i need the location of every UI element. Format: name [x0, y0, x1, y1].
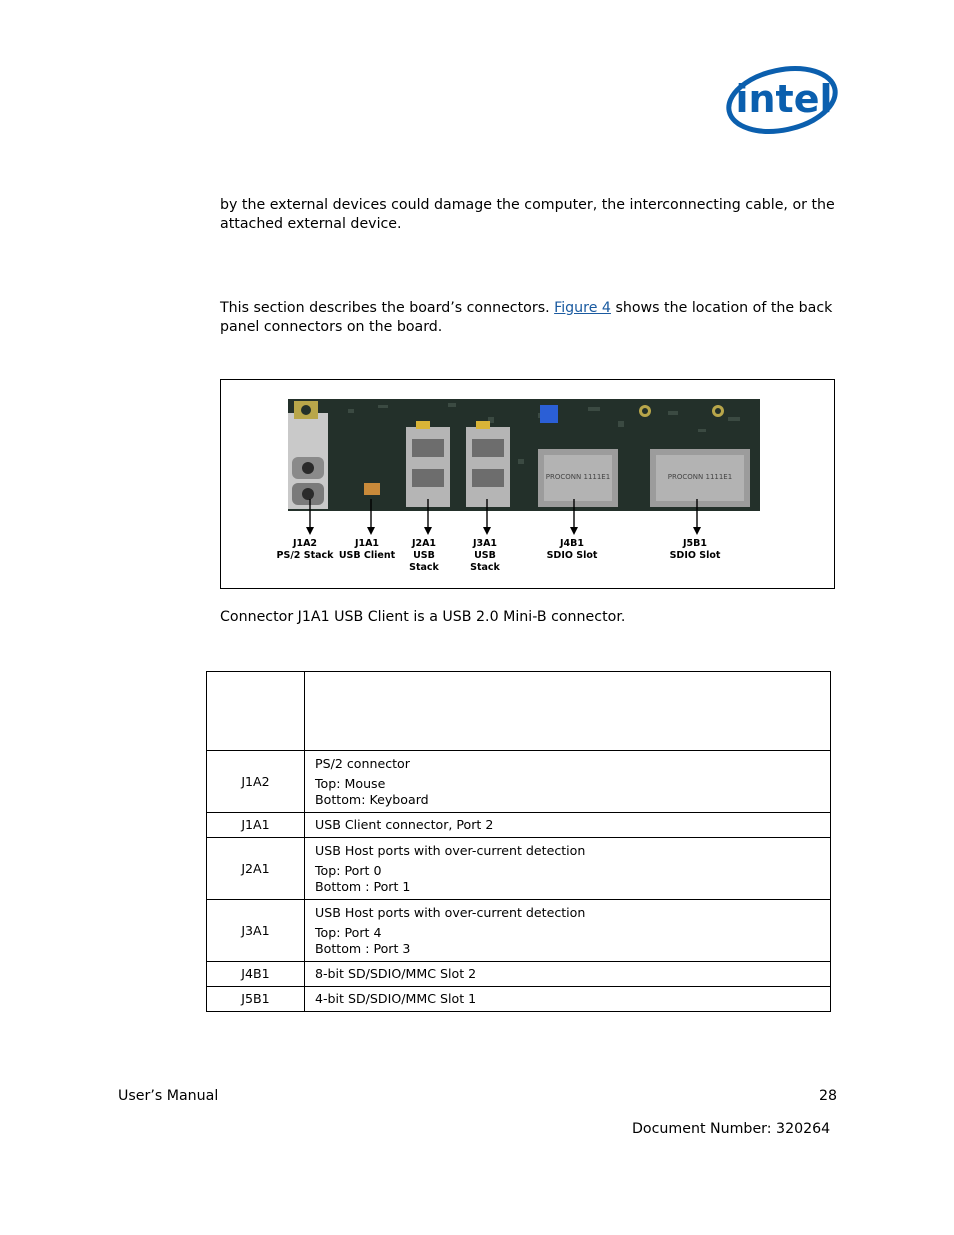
desc-line: Bottom: Keyboard — [315, 791, 429, 807]
desc-line: 8-bit SD/SDIO/MMC Slot 2 — [315, 966, 477, 981]
table-row — [207, 900, 831, 962]
connector-desc — [305, 962, 831, 987]
sdio-slot-1-marking: PROCONN 1111E1 — [545, 473, 611, 481]
desc-line: 4-bit SD/SDIO/MMC Slot 1 — [315, 991, 477, 1006]
intro-line-2: attached external device. — [220, 216, 402, 232]
footer-manual-title: User’s Manual — [118, 1088, 219, 1104]
sdio-slot-2-marking: PROCONN 1111E1 — [667, 473, 733, 481]
intel-logo-text: intel — [735, 77, 833, 121]
desc-line: Top: Port 0 — [315, 862, 382, 878]
label-name-2: Stack — [409, 562, 439, 573]
section-text-post: shows the location of the back — [610, 300, 833, 316]
section-text-pre: This section describes the board’s connectors. — [220, 300, 555, 316]
label-name-2: Stack — [470, 562, 500, 573]
figure-label-j5b1 — [650, 538, 740, 562]
label-id: J3A1 — [472, 538, 498, 549]
connector-desc — [305, 838, 831, 900]
connector-desc — [305, 987, 831, 1012]
desc-line: USB Client connector, Port 2 — [315, 817, 494, 832]
desc-line: Top: Mouse — [315, 775, 386, 791]
figure-label-j3a1 — [440, 538, 530, 574]
figure-arrows — [288, 497, 760, 539]
desc-line: USB Host ports with over-current detection — [315, 904, 586, 920]
table-header-cell — [305, 672, 831, 751]
desc-line: Bottom : Port 3 — [315, 940, 411, 956]
figure-label-j4b1 — [527, 538, 617, 562]
connector-id: J4B1 — [207, 962, 305, 987]
connector-table — [206, 671, 831, 1012]
connector-id: J2A1 — [207, 838, 305, 900]
section-paragraph — [220, 299, 835, 337]
usb-note: Connector J1A1 USB Client is a USB 2.0 Mini-B connector. — [220, 609, 626, 625]
table-row — [207, 813, 831, 838]
intro-paragraph — [220, 196, 835, 234]
label-name: SDIO Slot — [546, 550, 598, 561]
connector-id: J1A2 — [207, 751, 305, 813]
connector-desc — [305, 813, 831, 838]
table-row — [207, 838, 831, 900]
intro-line-1: by the external devices could damage the computer, the interconnecting cable, or the — [220, 197, 835, 213]
label-id: J5B1 — [683, 538, 707, 549]
section-line-2: panel connectors on the board. — [220, 319, 443, 335]
footer-document-number: Document Number: 320264 — [632, 1121, 831, 1137]
connector-id: J5B1 — [207, 987, 305, 1012]
label-id: J1A1 — [354, 538, 380, 549]
table-row — [207, 987, 831, 1012]
label-name: SDIO Slot — [669, 550, 721, 561]
table-header-cell — [207, 672, 305, 751]
label-name: USB — [413, 550, 435, 561]
connector-id: J3A1 — [207, 900, 305, 962]
label-name: USB — [474, 550, 496, 561]
figure-4-link[interactable]: Figure 4 — [554, 300, 611, 316]
board-photo — [288, 399, 760, 511]
desc-line: USB Host ports with over-current detection — [315, 842, 586, 858]
footer-page-number: 28 — [819, 1088, 838, 1104]
table-row — [207, 751, 831, 813]
label-id: J1A2 — [292, 538, 318, 549]
connector-id: J1A1 — [207, 813, 305, 838]
connector-desc — [305, 900, 831, 962]
intel-logo — [726, 62, 842, 138]
desc-line: PS/2 connector — [315, 755, 410, 771]
label-id: J4B1 — [560, 538, 584, 549]
table-row — [207, 962, 831, 987]
label-name: PS/2 Stack — [276, 550, 334, 561]
connector-desc — [305, 751, 831, 813]
label-name: USB Client — [338, 550, 396, 561]
label-id: J2A1 — [411, 538, 437, 549]
table-header-row — [207, 672, 831, 751]
section-line-1 — [220, 299, 835, 318]
desc-line: Top: Port 4 — [315, 924, 382, 940]
desc-line: Bottom : Port 1 — [315, 878, 411, 894]
